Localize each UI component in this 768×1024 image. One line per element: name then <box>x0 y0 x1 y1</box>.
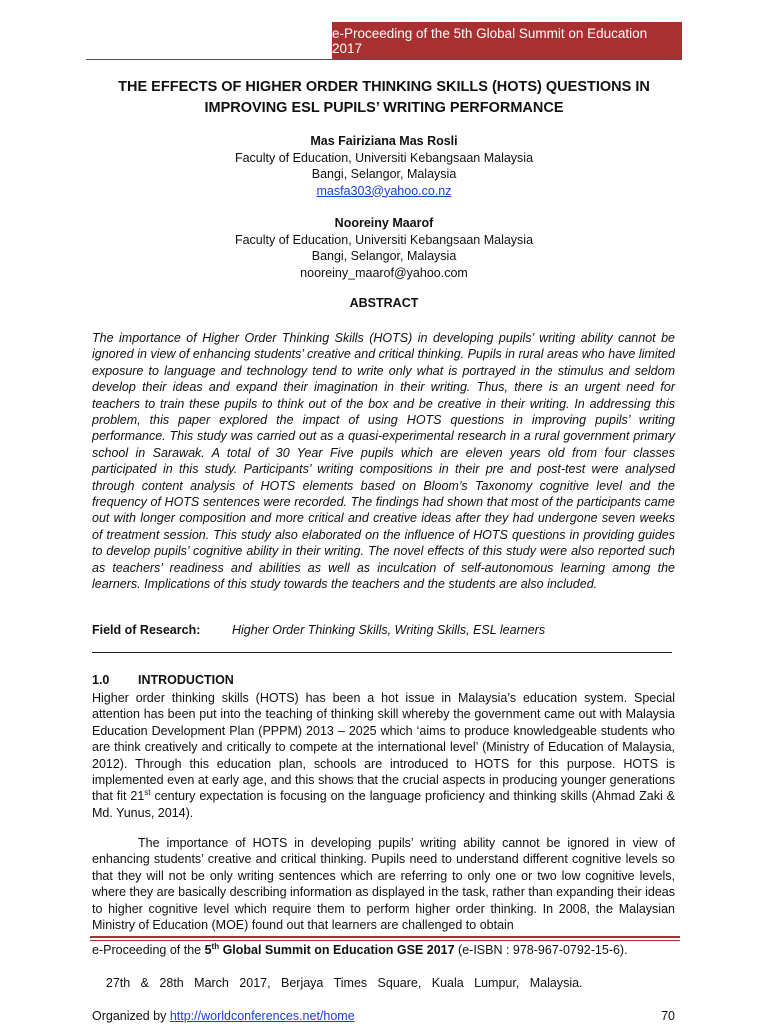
footer-rule <box>90 936 680 938</box>
superscript: st <box>144 788 151 798</box>
field-label: Field of Research: <box>92 623 201 637</box>
abstract-text: The importance of Higher Order Thinking Skills (HOTS) in developing pupils’ writing ability cannot be ignored in view of enhancing students’ creative and critical thinking. Pupils in rural areas who have limited exposure to language and technology tend to write only what is portrayed in the stimulus and seldom develop their ideas and expand their imagination in their writing. Thus, there is an urgent need for teachers to train these pupils to think out of the box and be creative in their writing. In addressing this problem, this paper explored the impact of using HOTS questions in improving pupils’ writing performance. This study was carried out as a quasi-experimental research in a rural government primary school in Sarawak. A total of 30 Year Five pupils which are eleven years old from four classes participated in this study. Participants’ writing compositions in their pre and post-test were analysed through content analysis of HOTS elements based on Bloom’s Taxonomy cognitive level and the frequency of HOTS sentences were recorded. The findings had shown that most of the participants came out with longer composition and more critical and creative ideas after they had undergone seven weeks of treatment session. This study also elaborated on the influence of HOTS questions in providing guides to develop pupils’ cognitive ability in their writing. The novel effects of this study were also reported such as teachers’ readiness and abilities as well as inculcation of self-autonomous learning among the learners. Implications of this study towards the teachers and the students are also included. <box>92 331 675 592</box>
author-location: Bangi, Selangor, Malaysia <box>311 249 457 263</box>
paper-title <box>90 77 678 119</box>
paragraph-text: Higher order thinking skills (HOTS) has been a hot issue in Malaysia’s education system. Special attention has been put into the teaching of thinking skill whereby the government came out with Malaysia Education Development Plan (PPPM) 2013 – 2025 which ‘aims to produce knowledgeable students who are think creatively and critically to compete at the international level’ (Ministry of Education of Malaysia, 2012). Through this education plan, schools are introduced to HOTS for this purpose. HOTS is implemented even at early age, and this shows that the crucial aspects in producing younger generations that fit 21 <box>92 691 675 804</box>
section-heading <box>92 673 234 687</box>
organizer-link[interactable]: http://worldconferences.net/home <box>169 1008 355 1023</box>
title-line-1: THE EFFECTS OF HIGHER ORDER THINKING SKILLS (HOTS) QUESTIONS IN <box>118 79 650 95</box>
section-number: 1.0 <box>92 673 110 687</box>
footer-line-2 <box>92 958 675 1007</box>
field-of-research <box>92 623 675 637</box>
section-title: INTRODUCTION <box>138 673 234 687</box>
intro-paragraph-1 <box>92 690 675 821</box>
author-affiliation: Faculty of Education, Universiti Kebangsaan Malaysia <box>234 232 534 247</box>
author-email: nooreiny_maarof@yahoo.com <box>300 265 468 280</box>
footer-rule-thin <box>90 940 680 941</box>
banner-text: e-Proceeding of the 5th Global Summit on Education 2017 <box>332 25 648 56</box>
footer-line-3 <box>92 1008 675 1024</box>
footer-text: Organized by <box>92 1008 170 1023</box>
page-footer <box>92 942 675 1024</box>
paragraph-text: century expectation is focusing on the language proficiency and thinking skills (Ahmad Zaki & Md. Yunus, 2014). <box>92 789 675 820</box>
author-affiliation: Faculty of Education, Universiti Kebangsaan Malaysia <box>234 150 534 165</box>
abstract-heading: ABSTRACT <box>349 296 419 310</box>
footer-date-venue: 27th & 28th March 2017, Berjaya Times Square, Kuala Lumpur, Malaysia. <box>105 975 583 990</box>
intro-paragraph-2: The importance of HOTS in developing pupils’ writing ability cannot be ignored in view of enhancing students’ creative and critical thinking. Pupils need to understand different cognitive levels so that they will not be only writing sentences which are referring to only one or two low cognitive levels, where they are basically describing information as displayed in the task, rather than expanding their ideas to higher cognitive level which require them to perform higher order thinking. In 2008, the Malaysian Ministry of Education (MOE) found out that learners are challenged to obtain <box>92 836 675 933</box>
page-number: 70 <box>661 1008 675 1023</box>
footer-text: 5 <box>204 943 212 957</box>
footer-conference: Global Summit on Education GSE 2017 <box>219 943 455 957</box>
header-rule <box>86 59 682 60</box>
field-value: Higher Order Thinking Skills, Writing Skills, ESL learners <box>232 623 546 637</box>
author-email-link[interactable]: masfa303@yahoo.co.nz <box>316 183 452 198</box>
conference-banner <box>332 22 682 59</box>
footer-isbn: (e-ISBN : 978-967-0792-15-6). <box>454 943 628 957</box>
section-divider <box>92 652 672 653</box>
footer-line-1 <box>92 942 675 958</box>
author-name: Mas Fairiziana Mas Rosli <box>310 134 458 148</box>
superscript: th <box>211 941 220 951</box>
author-2 <box>90 215 678 281</box>
author-name: Nooreiny Maarof <box>334 216 434 230</box>
footer-text: e-Proceeding of the <box>92 943 205 957</box>
author-location: Bangi, Selangor, Malaysia <box>311 167 457 181</box>
title-line-2: IMPROVING ESL PUPILS’ WRITING PERFORMANCE <box>204 100 564 116</box>
author-1 <box>90 133 678 199</box>
